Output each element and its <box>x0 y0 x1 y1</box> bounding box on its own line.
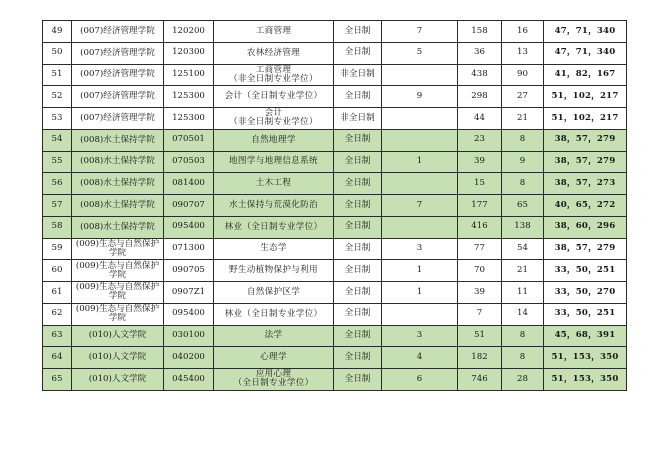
cell-major-code: 120300 <box>164 42 214 64</box>
cell-count-c: 16 <box>502 21 544 43</box>
table-row <box>43 260 627 282</box>
cell-count-a: 6 <box>382 369 458 391</box>
cell-score-line: 33，50，251 <box>544 303 627 325</box>
cell-major-name: 工商管理 <box>214 21 334 43</box>
cell-count-a: 3 <box>382 238 458 260</box>
cell-score-line: 47，71，340 <box>544 21 627 43</box>
table-row <box>43 238 627 260</box>
cell-count-b: 39 <box>458 282 502 304</box>
cell-count-a <box>382 108 458 130</box>
cell-school: (008)水土保持学院 <box>72 129 164 151</box>
cell-school: (009)生态与自然保护学院 <box>72 238 164 260</box>
cell-major-name: 野生动植物保护与利用 <box>214 260 334 282</box>
cell-school: (009)生态与自然保护学院 <box>72 282 164 304</box>
cell-count-c: 9 <box>502 151 544 173</box>
cell-count-c: 8 <box>502 325 544 347</box>
cell-count-a: 7 <box>382 195 458 217</box>
cell-score-line: 33，50，251 <box>544 260 627 282</box>
cell-row-number: 53 <box>43 108 72 130</box>
cell-count-b: 44 <box>458 108 502 130</box>
cell-count-a: 5 <box>382 42 458 64</box>
cell-major-name: 会计 （非全日制专业学位） <box>214 108 334 130</box>
cell-major-code: 125100 <box>164 64 214 86</box>
cell-score-line: 38，57，279 <box>544 151 627 173</box>
table-row <box>43 42 627 64</box>
cell-count-b: 36 <box>458 42 502 64</box>
cell-row-number: 57 <box>43 195 72 217</box>
cell-count-c: 138 <box>502 216 544 238</box>
cell-study-mode: 非全日制 <box>334 64 382 86</box>
cell-major-code: 045400 <box>164 369 214 391</box>
cell-count-b: 182 <box>458 347 502 369</box>
cell-major-name: 会计（全日制专业学位） <box>214 86 334 108</box>
table-row <box>43 216 627 238</box>
cell-study-mode: 全日制 <box>334 151 382 173</box>
cell-count-c: 8 <box>502 347 544 369</box>
cell-score-line: 38，57，279 <box>544 238 627 260</box>
cell-study-mode: 全日制 <box>334 42 382 64</box>
cell-score-line: 51，102，217 <box>544 108 627 130</box>
cell-count-a: 3 <box>382 325 458 347</box>
cell-major-name: 自然保护区学 <box>214 282 334 304</box>
cell-school: (010)人文学院 <box>72 347 164 369</box>
cell-major-code: 081400 <box>164 173 214 195</box>
cell-score-line: 47，71，340 <box>544 42 627 64</box>
cell-count-b: 438 <box>458 64 502 86</box>
cell-count-c: 11 <box>502 282 544 304</box>
cell-count-c: 27 <box>502 86 544 108</box>
cell-school: (008)水土保持学院 <box>72 151 164 173</box>
cell-count-c: 54 <box>502 238 544 260</box>
cell-count-b: 746 <box>458 369 502 391</box>
cell-row-number: 50 <box>43 42 72 64</box>
cell-row-number: 54 <box>43 129 72 151</box>
cell-row-number: 63 <box>43 325 72 347</box>
cell-major-code: 125300 <box>164 86 214 108</box>
cell-school: (009)生态与自然保护学院 <box>72 260 164 282</box>
cell-school: (007)经济管理学院 <box>72 42 164 64</box>
cell-major-code: 071300 <box>164 238 214 260</box>
cell-count-b: 15 <box>458 173 502 195</box>
cell-study-mode: 全日制 <box>334 369 382 391</box>
cell-major-code: 095400 <box>164 216 214 238</box>
cell-count-b: 51 <box>458 325 502 347</box>
cell-study-mode: 全日制 <box>334 86 382 108</box>
cell-row-number: 56 <box>43 173 72 195</box>
cell-major-code: 030100 <box>164 325 214 347</box>
cell-row-number: 55 <box>43 151 72 173</box>
cell-score-line: 38，57，273 <box>544 173 627 195</box>
table-row <box>43 282 627 304</box>
cell-row-number: 58 <box>43 216 72 238</box>
cell-count-a: 1 <box>382 282 458 304</box>
table-row <box>43 195 627 217</box>
table-row <box>43 151 627 173</box>
cell-major-code: 040200 <box>164 347 214 369</box>
cell-count-a <box>382 129 458 151</box>
cell-count-a <box>382 173 458 195</box>
cell-school: (008)水土保持学院 <box>72 195 164 217</box>
cell-major-code: 095400 <box>164 303 214 325</box>
cell-count-b: 416 <box>458 216 502 238</box>
table-row <box>43 369 627 391</box>
cell-study-mode: 全日制 <box>334 325 382 347</box>
cell-major-name: 林业（全日制专业学位） <box>214 216 334 238</box>
cell-count-a: 4 <box>382 347 458 369</box>
cell-school: (010)人文学院 <box>72 325 164 347</box>
cell-score-line: 41，82，167 <box>544 64 627 86</box>
cell-major-code: 125300 <box>164 108 214 130</box>
cell-count-a: 7 <box>382 21 458 43</box>
cell-study-mode: 全日制 <box>334 282 382 304</box>
cell-major-code: 120200 <box>164 21 214 43</box>
cell-school: (008)水土保持学院 <box>72 216 164 238</box>
cell-row-number: 62 <box>43 303 72 325</box>
cell-major-name: 水土保持与荒漠化防治 <box>214 195 334 217</box>
cell-count-a: 1 <box>382 260 458 282</box>
cell-major-name: 林业（全日制专业学位） <box>214 303 334 325</box>
cell-row-number: 60 <box>43 260 72 282</box>
cell-score-line: 45，68，391 <box>544 325 627 347</box>
cell-school: (010)人文学院 <box>72 369 164 391</box>
cell-count-b: 158 <box>458 21 502 43</box>
cell-major-name: 应用心理 （全日制专业学位） <box>214 369 334 391</box>
cell-count-b: 7 <box>458 303 502 325</box>
cell-major-code: 090707 <box>164 195 214 217</box>
table-body <box>43 21 627 391</box>
cell-major-name: 农林经济管理 <box>214 42 334 64</box>
cell-count-b: 298 <box>458 86 502 108</box>
table-row <box>43 108 627 130</box>
cell-study-mode: 全日制 <box>334 216 382 238</box>
cell-score-line: 51，153，350 <box>544 347 627 369</box>
cell-row-number: 64 <box>43 347 72 369</box>
cell-study-mode: 全日制 <box>334 129 382 151</box>
cell-school: (007)经济管理学院 <box>72 86 164 108</box>
cell-study-mode: 全日制 <box>334 21 382 43</box>
cell-count-c: 28 <box>502 369 544 391</box>
table-row <box>43 21 627 43</box>
cell-count-a <box>382 216 458 238</box>
cell-major-name: 自然地理学 <box>214 129 334 151</box>
cell-score-line: 38，57，279 <box>544 129 627 151</box>
cell-count-c: 13 <box>502 42 544 64</box>
cell-count-c: 21 <box>502 108 544 130</box>
cell-count-b: 23 <box>458 129 502 151</box>
cell-study-mode: 全日制 <box>334 238 382 260</box>
cell-row-number: 61 <box>43 282 72 304</box>
cell-count-c: 21 <box>502 260 544 282</box>
cell-score-line: 51，153，350 <box>544 369 627 391</box>
cell-school: (007)经济管理学院 <box>72 64 164 86</box>
cell-study-mode: 非全日制 <box>334 108 382 130</box>
cell-major-name: 地图学与地理信息系统 <box>214 151 334 173</box>
cell-school: (007)经济管理学院 <box>72 108 164 130</box>
cell-row-number: 49 <box>43 21 72 43</box>
cell-count-b: 39 <box>458 151 502 173</box>
cell-count-c: 8 <box>502 173 544 195</box>
cell-school: (008)水土保持学院 <box>72 173 164 195</box>
cell-count-a: 9 <box>382 86 458 108</box>
cell-score-line: 38，60，296 <box>544 216 627 238</box>
cell-major-code: 070503 <box>164 151 214 173</box>
cell-major-code: 090705 <box>164 260 214 282</box>
table-row <box>43 347 627 369</box>
cell-school: (007)经济管理学院 <box>72 21 164 43</box>
cell-study-mode: 全日制 <box>334 260 382 282</box>
table-row <box>43 303 627 325</box>
cell-major-name: 心理学 <box>214 347 334 369</box>
cell-count-c: 8 <box>502 129 544 151</box>
table-row <box>43 86 627 108</box>
cell-major-name: 法学 <box>214 325 334 347</box>
cell-row-number: 52 <box>43 86 72 108</box>
cell-row-number: 59 <box>43 238 72 260</box>
admissions-table <box>42 20 627 391</box>
cell-row-number: 51 <box>43 64 72 86</box>
cell-study-mode: 全日制 <box>334 303 382 325</box>
cell-count-a: 1 <box>382 151 458 173</box>
cell-count-c: 90 <box>502 64 544 86</box>
cell-study-mode: 全日制 <box>334 173 382 195</box>
cell-row-number: 65 <box>43 369 72 391</box>
cell-major-name: 土木工程 <box>214 173 334 195</box>
cell-major-name: 工商管理 （非全日制专业学位） <box>214 64 334 86</box>
cell-major-name: 生态学 <box>214 238 334 260</box>
cell-score-line: 51，102，217 <box>544 86 627 108</box>
cell-count-c: 14 <box>502 303 544 325</box>
cell-count-a <box>382 64 458 86</box>
table-row <box>43 64 627 86</box>
cell-count-b: 177 <box>458 195 502 217</box>
cell-count-c: 65 <box>502 195 544 217</box>
table-row <box>43 129 627 151</box>
cell-score-line: 33，50，270 <box>544 282 627 304</box>
cell-major-code: 0907Z1 <box>164 282 214 304</box>
cell-study-mode: 全日制 <box>334 195 382 217</box>
cell-study-mode: 全日制 <box>334 347 382 369</box>
cell-count-b: 70 <box>458 260 502 282</box>
cell-count-a <box>382 303 458 325</box>
cell-school: (009)生态与自然保护学院 <box>72 303 164 325</box>
table-row <box>43 173 627 195</box>
cell-score-line: 40，65，272 <box>544 195 627 217</box>
cell-major-code: 070501 <box>164 129 214 151</box>
cell-count-b: 77 <box>458 238 502 260</box>
table-row <box>43 325 627 347</box>
